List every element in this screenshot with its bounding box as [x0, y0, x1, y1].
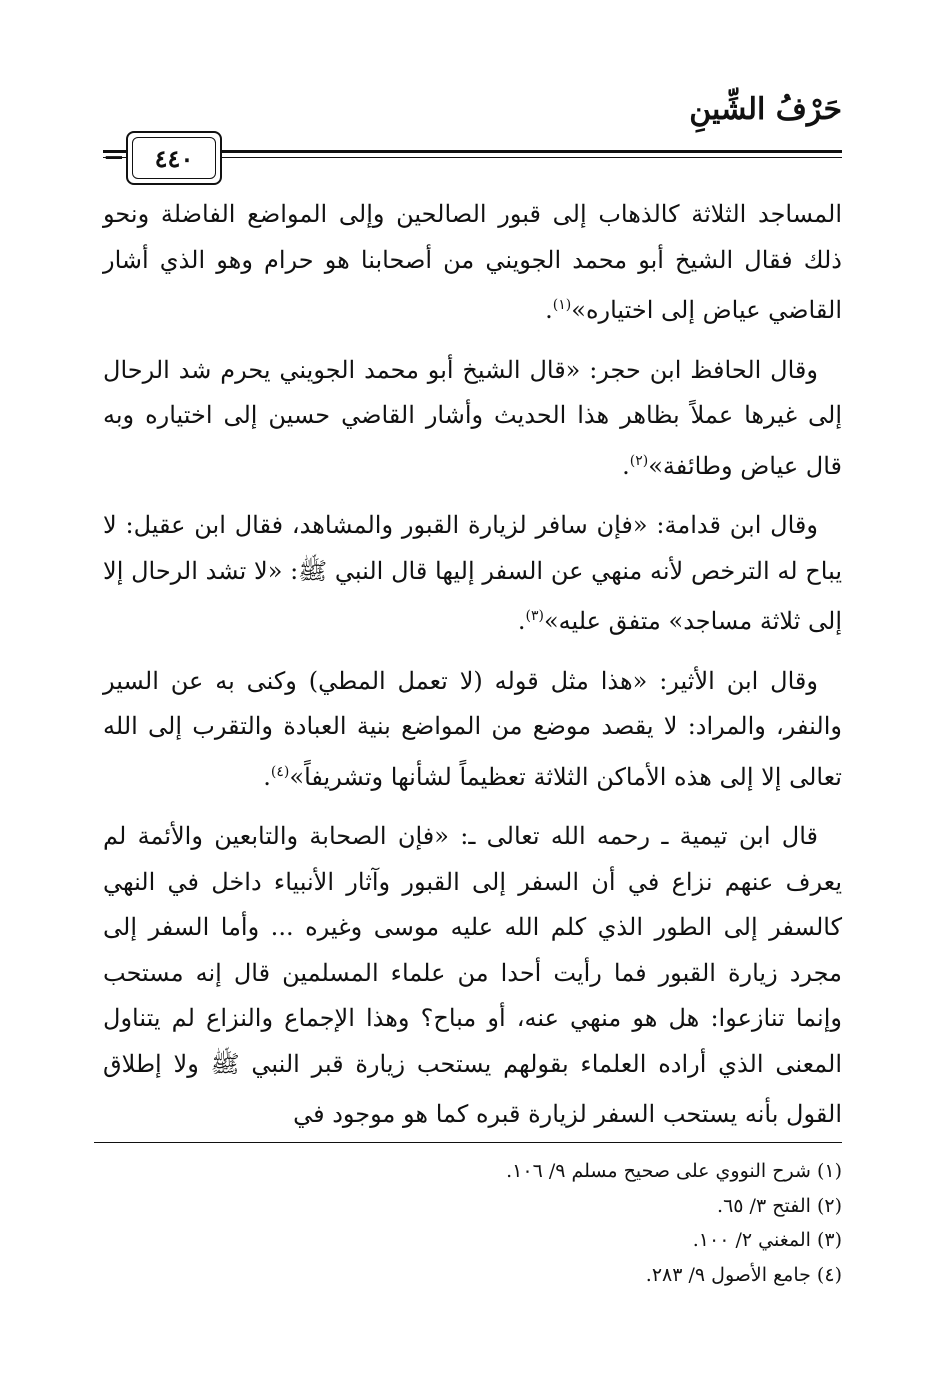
header-dash: = [103, 140, 125, 170]
footnote-separator [94, 1142, 842, 1143]
paragraph [103, 659, 842, 801]
paragraph-text: وقال الحافظ ابن حجر: «قال الشيخ أبو محمد الجويني يحرم شد الرحال إلى غيرها عملاً بظاهر هذا الحديث وأشار القاضي حسين إلى اختياره وبه قال عياض وطائفة» [103, 355, 842, 480]
page-number-frame [126, 131, 222, 185]
footnote-ref: (١) [552, 297, 572, 313]
paragraph-end: . [263, 762, 271, 791]
paragraph-end: . [545, 296, 553, 324]
paragraph-text: وقال ابن الأثير: «هذا مثل قوله (لا تعمل المطي) وكنى به عن السير والنفر، والمراد: لا يقصد موضع من المواضع بنية العبادة والتقرب إلى الله تعالى إلا إلى هذه الأماكن الثلاثة تعظيماً لشأنها وتشريفاً» [103, 666, 842, 791]
chapter-title: حَرْفُ الشِّينِ [689, 92, 842, 127]
paragraph [103, 192, 842, 334]
body-text [103, 192, 842, 1152]
paragraph-end: . [622, 451, 630, 480]
paragraph [103, 503, 842, 645]
paragraph-text: قال ابن تيمية ـ رحمه الله تعالى ـ: «فإن الصحابة والتابعين والأئمة لم يعرف عنهم نزاع في أن السفر إلى القبور وآثار الأنبياء داخل في النهي كالسفر إلى الطور الذي كلم الله عليه موسى وغيره ... وأما السفر إلى مجرد زيارة القبور فما رأيت أحدا من علماء المسلمين قال إنه مستحب وإنما تنازعوا: هل هو منهي عنه، أو مباح؟ وهذا الإجماع والنزاع لم يتناول المعنى الذي أراده العلماء بقولهم يستحب زيارة قبر النبي ﷺ ولا إطلاق القول بأنه يستحب السفر لزيارة قبره كما هو موجود في [103, 822, 843, 1128]
paragraph [103, 814, 842, 1138]
footnote-ref: (٤) [270, 763, 290, 780]
paragraph-text: المساجد الثلاثة كالذهاب إلى قبور الصالحين وإلى المواضع الفاضلة ونحو ذلك فقال الشيخ أبو محمد الجويني من أصحابنا هو حرام وهو الذي أشار القاضي عياض إلى اختياره» [103, 200, 843, 324]
footnote: (٢) الفتح ٣/ ٦٥. [717, 1194, 842, 1217]
footnotes [94, 1154, 842, 1292]
footnote: (٣) المغني ٢/ ١٠٠. [692, 1229, 842, 1251]
paragraph [103, 348, 842, 490]
footnote-ref: (٢) [629, 452, 649, 469]
footnote-ref: (٣) [525, 608, 544, 624]
paragraph-text: وقال ابن قدامة: «فإن سافر لزيارة القبور والمشاهد، فقال ابن عقيل: لا يباح له الترخص لأنه منهي عن السفر إليها قال النبي ﷺ: «لا تشد الرحال إلا إلى ثلاثة مساجد» متفق عليه» [103, 511, 842, 635]
page-number: ٤٤٠ [132, 137, 216, 179]
footnote: (٤) جامع الأصول ٩/ ٢٨٣. [645, 1263, 842, 1286]
paragraph-end: . [517, 607, 526, 635]
footnote: (١) شرح النووي على صحيح مسلم ٩/ ١٠٦. [506, 1160, 842, 1182]
